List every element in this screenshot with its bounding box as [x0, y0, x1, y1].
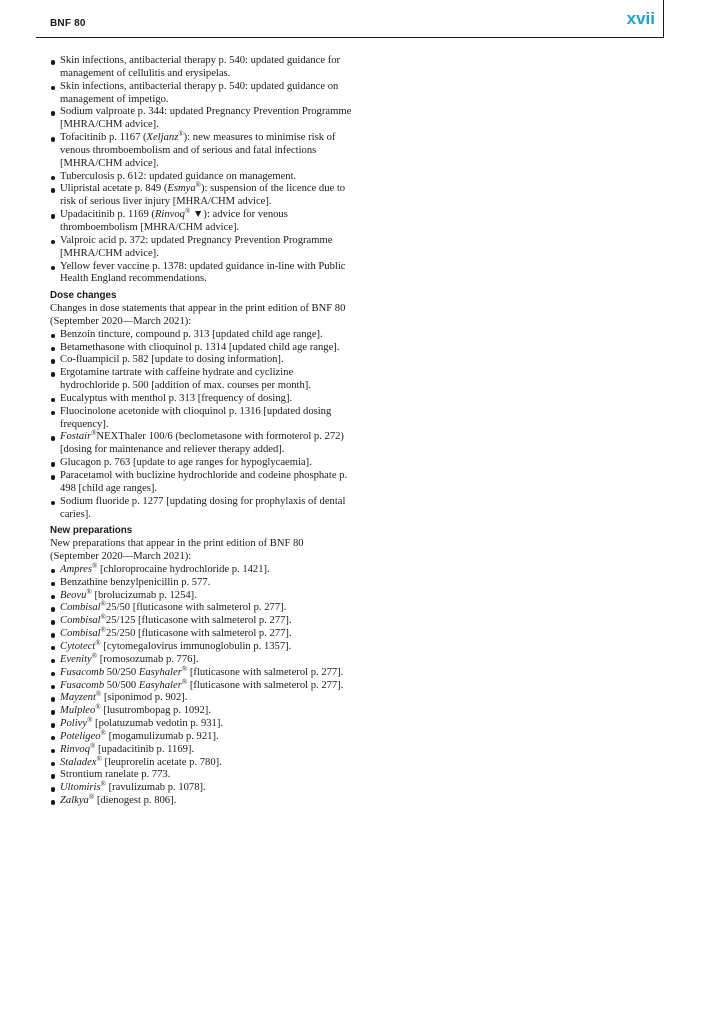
list-item [50, 769, 355, 782]
item-text: Strontium ranelate p. 773. [60, 769, 171, 781]
registered-mark: ® [178, 130, 184, 139]
item-text: Tuberculosis p. 612: updated guidance on management. [60, 170, 297, 182]
brand-name: Fusacomb [60, 679, 105, 691]
registered-mark: ® [181, 677, 188, 686]
item-text: 25/125 [fluticasone with salmeterol p. 277]. [105, 615, 292, 627]
registered-mark: ® [195, 181, 201, 190]
list-item [50, 728, 355, 744]
new-preparations-heading: New preparations [50, 525, 133, 537]
brand-name: Easyhaler [138, 679, 182, 691]
brand-name: Easyhaler [138, 666, 182, 678]
list-item [50, 470, 355, 496]
list-item [50, 782, 355, 795]
brand-name: Combisal [60, 602, 101, 614]
page-header [36, 0, 664, 38]
content-column [50, 55, 355, 808]
list-item [50, 132, 355, 171]
list-item [50, 209, 355, 235]
brand-name: Ultomiris [60, 782, 101, 794]
registered-mark: ® [95, 690, 102, 699]
new-preparations-intro: New preparations that appear in the print edition of BNF 80 (September 2020—March 2021): [50, 538, 304, 563]
item-text: [brolucizumab p. 1254]. [91, 589, 197, 601]
list-item [50, 664, 355, 680]
item-text: Yellow fever vaccine p. 1378: updated guidance in-line with Public Health England recommendations. [60, 260, 346, 285]
dose-changes-heading: Dose changes [50, 290, 117, 302]
list-item [50, 106, 355, 132]
new-preparations-list [50, 561, 355, 808]
list-item [50, 561, 355, 577]
item-text: Ulipristal acetate p. 849 ( [60, 183, 168, 195]
item-text: [fluticasone with salmeterol p. 277]. [187, 666, 344, 678]
item-text: 25/250 [fluticasone with salmeterol p. 277]. [105, 628, 292, 640]
list-item [50, 457, 355, 470]
list-item [50, 183, 355, 209]
list-item [50, 342, 355, 355]
item-text: Upadacitinib p. 1169 ( [60, 209, 155, 221]
registered-mark: ® [88, 793, 95, 802]
brand-name: Combisal [60, 615, 101, 627]
brand-name: Staladex [60, 756, 97, 768]
item-text: NEXThaler 100/6 (beclometasone with formoterol p. 272) [dosing for maintenance and reliever therapy added]. [60, 431, 344, 456]
registered-mark: ® [100, 780, 106, 789]
registered-mark: ® [90, 741, 96, 750]
item-text: [chloroprocaine hydrochloride p. 1421]. [97, 563, 270, 575]
item-text: Sodium valproate p. 344: updated Pregnancy Prevention Programme [MHRA/CHM advice]. [60, 106, 352, 131]
list-item [50, 329, 355, 342]
item-text: [dienogest p. 806]. [94, 795, 177, 807]
brand-name: Fusacomb [60, 666, 105, 678]
item-text: Skin infections, antibacterial therapy p. 540: updated guidance for management of cellulitis and erysipelas. [60, 55, 341, 79]
item-text: [ravulizumab p. 1078]. [105, 782, 206, 794]
registered-mark: ® [95, 703, 101, 712]
list-item [50, 754, 355, 770]
list-item [50, 615, 355, 628]
item-text: [mogamulizumab p. 921]. [105, 730, 219, 742]
dose-changes-intro: Changes in dose statements that appear in the print edition of BNF 80 (September 2020—March 2021): [50, 303, 346, 327]
registered-mark: ® [91, 651, 98, 660]
safety-updates-list [50, 55, 355, 286]
registered-mark: ® [91, 561, 98, 570]
list-item [50, 354, 355, 367]
brand-name: Evenity [60, 653, 92, 665]
registered-mark: ® [86, 587, 92, 596]
list-item [50, 235, 355, 261]
item-text: ): new measures to minimise risk of venous thromboembolism and of serious and fatal infections [MHRA/CHM advice]. [60, 132, 336, 169]
list-item [50, 587, 355, 603]
list-item [50, 705, 355, 718]
list-item [50, 651, 355, 667]
item-text: Sodium fluoride p. 1277 [updating dosing for prophylaxis of dental caries]. [60, 495, 346, 520]
brand-name: Ampres [60, 563, 92, 575]
list-item [50, 171, 355, 184]
list-item [50, 406, 355, 432]
item-text: 50/250 [104, 666, 139, 678]
item-text: [fluticasone with salmeterol p. 277]. [187, 679, 344, 691]
item-text: [romosozumab p. 776]. [97, 653, 199, 665]
list-item [50, 431, 355, 457]
item-text: Benzathine benzylpenicillin p. 577. [60, 576, 211, 588]
item-text: Paracetamol with buclizine hydrochloride and codeine phosphate p. 498 [child age ranges]. [60, 470, 348, 494]
registered-mark: ® [181, 664, 188, 673]
brand-name: Cytotect [60, 640, 96, 652]
brand-name: Mayzent [60, 692, 96, 704]
list-item [50, 496, 355, 522]
list-item [50, 795, 355, 808]
list-item [50, 393, 355, 406]
list-item [50, 602, 355, 615]
item-text: [siponimod p. 902]. [101, 692, 188, 704]
item-text: 25/50 [fluticasone with salmeterol p. 277]. [105, 602, 287, 614]
brand-name: Zalkya [60, 795, 89, 807]
item-text: Tofacitinib p. 1167 ( [60, 132, 147, 144]
item-text: [leuprorelin acetate p. 780]. [101, 756, 222, 768]
running-head: BNF 80 [50, 18, 86, 29]
registered-mark: ® [100, 728, 106, 737]
brand-name: Combisal [60, 628, 101, 640]
brand-name: Fostair [60, 431, 92, 443]
brand-name: Mulpleo [60, 705, 96, 717]
item-text: [lusutrombopag p. 1092]. [100, 705, 211, 717]
item-text: [polatuzumab vedotin p. 931]. [92, 718, 224, 730]
brand-name: Rinvoq [60, 743, 91, 755]
registered-mark: ® [95, 638, 101, 647]
item-text: 50/500 [104, 679, 139, 691]
item-text: ▼): advice for venous thromboembolism [MHRA/CHM advice]. [60, 209, 288, 233]
brand-name: Beovu [60, 589, 87, 601]
item-text: Skin infections, antibacterial therapy p. 540: updated guidance on management of impetigo. [60, 80, 339, 105]
list-item [50, 577, 355, 590]
registered-mark: ® [87, 716, 93, 725]
dose-changes-list [50, 329, 355, 522]
item-text: Eucalyptus with menthol p. 313 [frequency of dosing]. [60, 392, 293, 404]
registered-mark: ® [100, 626, 106, 635]
item-text: Betamethasone with clioquinol p. 1314 [updated child age range]. [60, 341, 340, 353]
brand-name: Rinvoq [154, 209, 185, 221]
registered-mark: ® [184, 207, 191, 216]
item-text: [upadacitinib p. 1169]. [95, 743, 195, 755]
list-item [50, 367, 355, 393]
registered-mark: ® [100, 600, 106, 609]
brand-name: Poteligeo [60, 730, 101, 742]
item-text: Valproic acid p. 372: updated Pregnancy Prevention Programme [MHRA/CHM advice]. [60, 234, 333, 259]
list-item [50, 81, 355, 107]
brand-name: Xeljanz [146, 132, 179, 144]
registered-mark: ® [100, 613, 106, 622]
item-text: ): suspension of the licence due to risk of serious liver injury [MHRA/CHM advice]. [60, 183, 346, 208]
item-text: Fluocinolone acetonide with clioquinol p. 1316 [updated dosing frequency]. [60, 405, 332, 430]
page-number: xvii [626, 9, 655, 28]
registered-mark: ® [91, 429, 97, 438]
item-text: Benzoin tincture, compound p. 313 [updated child age range]. [60, 328, 323, 340]
list-item [50, 261, 355, 287]
item-text: Glucagon p. 763 [update to age ranges for hypoglycaemia]. [60, 457, 312, 469]
item-text: Ergotamine tartrate with caffeine hydrate and cyclizine hydrochloride p. 500 [addition of max. courses per month]. [60, 367, 311, 392]
list-item [50, 55, 355, 81]
item-text: [cytomegalovirus immunoglobulin p. 1357]. [100, 640, 292, 652]
brand-name: Polivy [60, 718, 88, 730]
list-item [50, 718, 355, 731]
item-text: Co-fluampicil p. 582 [update to dosing information]. [60, 354, 284, 366]
brand-name: Esmya [167, 183, 196, 195]
registered-mark: ® [96, 754, 102, 763]
